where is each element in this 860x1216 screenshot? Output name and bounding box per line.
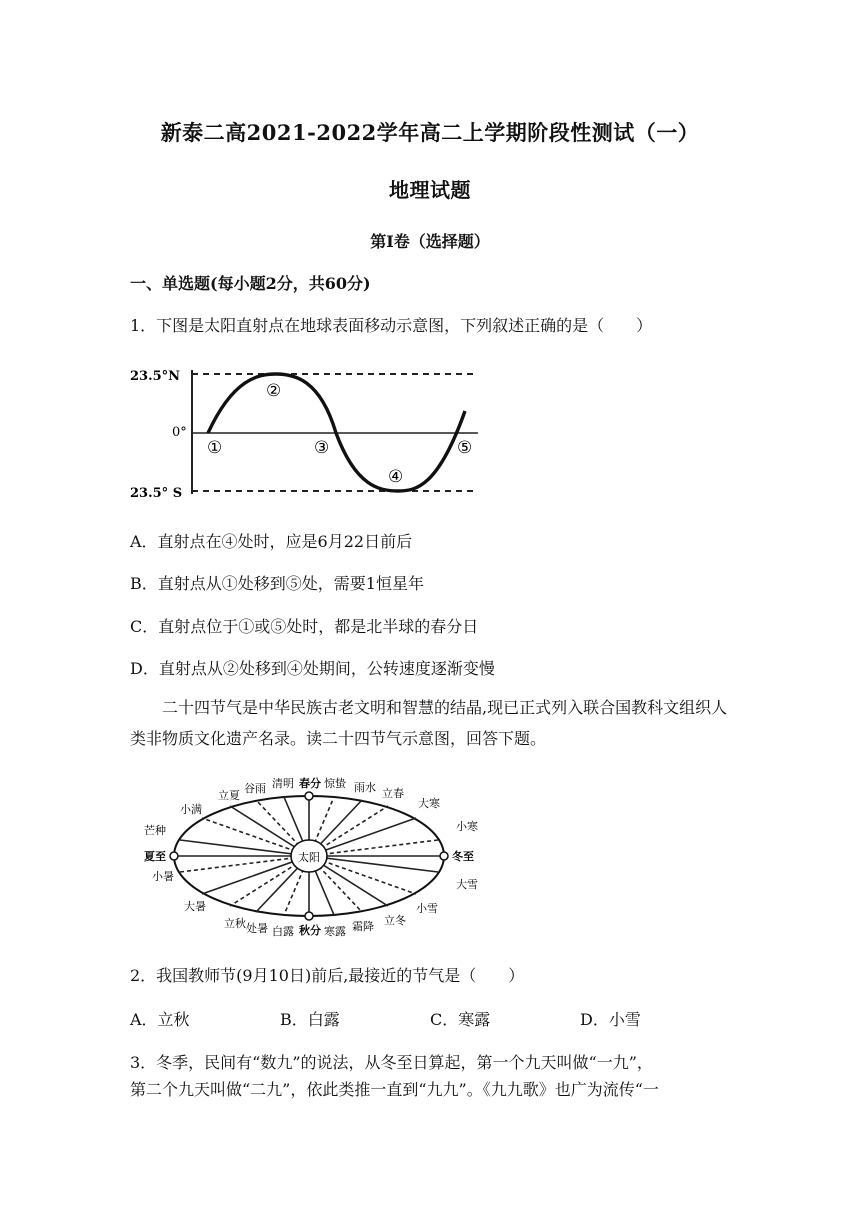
q2-option-b: B．白露 <box>280 1010 340 1029</box>
point-5: ⑤ <box>457 438 473 458</box>
term-xiaohan: 小寒 <box>456 820 478 833</box>
question-1-stem: 1．下图是太阳直射点在地球表面移动示意图，下列叙述正确的是（ ） <box>130 316 653 335</box>
sun-label: 太阳 <box>298 851 320 864</box>
q1-option-c: C．直射点位于①或⑤处时，都是北半球的春分日 <box>130 617 479 636</box>
solar-terms-figure <box>138 770 508 942</box>
label-23s: 23.5° S <box>130 486 183 501</box>
q1-option-d: D．直射点从②处移到④处期间，公转速度逐渐变慢 <box>130 659 495 678</box>
term-mangzhong: 芒种 <box>144 824 166 837</box>
term-winter-solstice: 冬至 <box>452 850 474 863</box>
term-shuangjiang: 霜降 <box>352 920 374 933</box>
section-heading: 一、单选题(每小题2分，共60分) <box>130 274 371 293</box>
q2-option-c: C．寒露 <box>430 1010 491 1029</box>
term-spring-equinox: 春分 <box>299 777 321 790</box>
subsolar-point-figure <box>128 356 488 504</box>
part-heading: 第Ⅰ卷（选择题） <box>370 232 490 251</box>
q1-option-a: A．直射点在④处时，应是6月22日前后 <box>130 532 413 551</box>
term-xiaoshu: 小暑 <box>152 870 174 883</box>
term-dashu: 大暑 <box>184 900 206 913</box>
term-yushui: 雨水 <box>354 781 376 794</box>
term-chushu: 处暑 <box>246 922 268 935</box>
term-autumn-equinox: 秋分 <box>299 924 321 937</box>
term-daxue: 大雪 <box>456 878 478 891</box>
term-lichun: 立春 <box>382 787 404 800</box>
question-2-stem: 2．我国教师节(9月10日)前后,最接近的节气是（ ） <box>130 966 525 985</box>
term-jingzhe: 惊蛰 <box>324 777 346 790</box>
term-hanlu: 寒露 <box>324 925 346 938</box>
term-qingming: 清明 <box>272 777 294 790</box>
term-lixia: 立夏 <box>218 789 240 802</box>
q2-option-d: D．小雪 <box>580 1010 641 1029</box>
q2-option-a: A．立秋 <box>130 1010 190 1029</box>
passage-text: 二十四节气是中华民族古老文明和智慧的结晶,现已正式列入联合国教科文组织人类非物质文化遗产名录。读二十四节气示意图，回答下题。 <box>130 698 728 748</box>
term-xiaoman: 小满 <box>180 803 202 816</box>
point-1: ① <box>207 438 223 458</box>
term-summer-solstice: 夏至 <box>144 850 166 863</box>
label-23n: 23.5°N <box>130 369 181 384</box>
question-3-line-2: 第二个九天叫做“二九”，依此类推一直到“九九”。《九九歌》也广为流传“一 <box>130 1080 659 1099</box>
point-3: ③ <box>314 438 330 458</box>
point-4: ④ <box>388 467 404 487</box>
question-3-line-1: 3．冬季，民间有“数九”的说法，从冬至日算起，第一个九天叫做“一九”， <box>130 1053 653 1072</box>
term-dahan: 大寒 <box>418 797 440 810</box>
page-subtitle: 地理试题 <box>389 178 471 202</box>
term-guyu: 谷雨 <box>244 782 266 795</box>
term-bailu: 白露 <box>272 925 294 938</box>
term-liqiu: 立秋 <box>224 917 246 930</box>
q1-option-b: B．直射点从①处移到⑤处，需要1恒星年 <box>130 574 424 593</box>
term-lidong: 立冬 <box>384 914 406 927</box>
point-2: ② <box>266 381 282 401</box>
term-xiaoxue: 小雪 <box>416 902 438 915</box>
label-equator: 0° <box>172 425 187 440</box>
page-title: 新泰二高2021-2022学年高二上学期阶段性测试（一） <box>160 120 700 145</box>
